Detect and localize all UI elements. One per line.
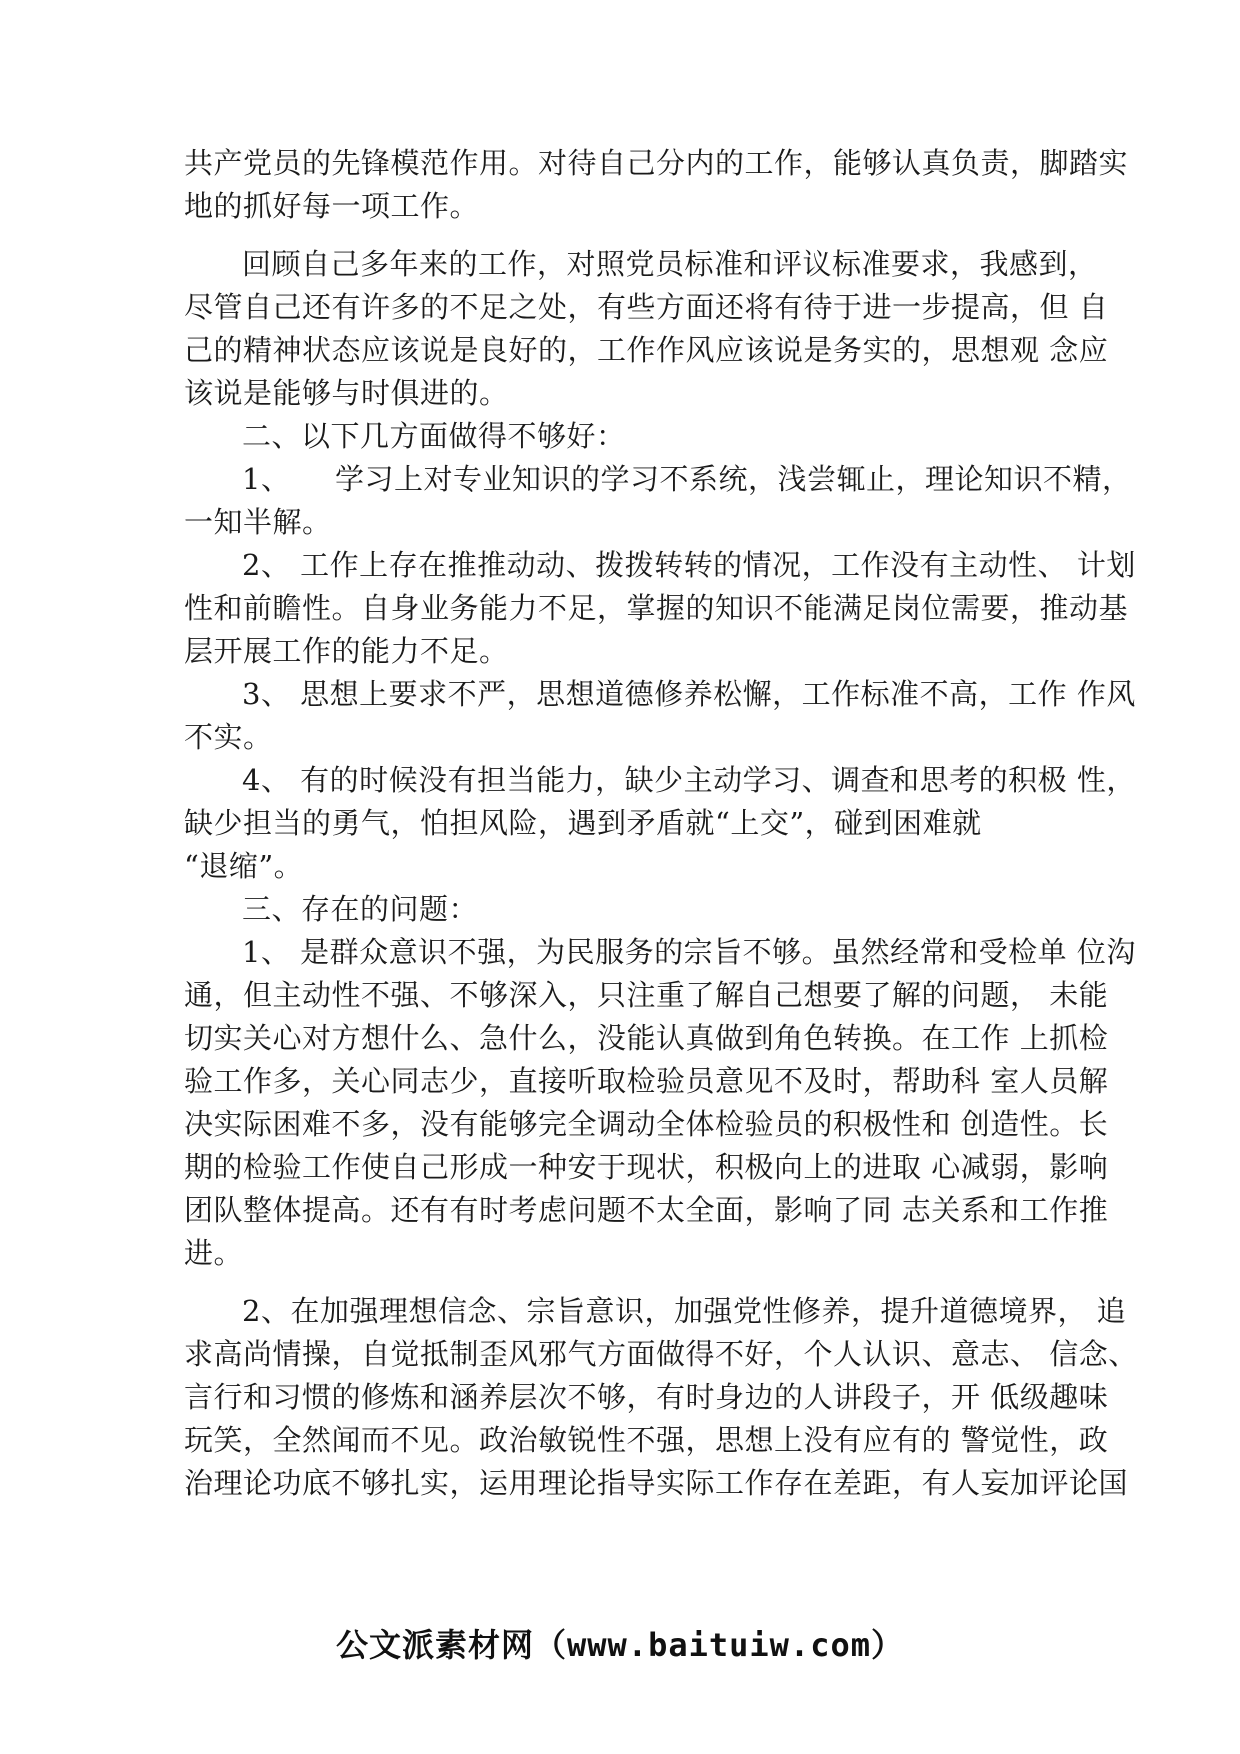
text-line: 2、在加强理想信念、宗旨意识，加强党性修养，提升道德境界， 追	[242, 1294, 1127, 1328]
text-line: 团队整体提高。还有有时考虑问题不太全面，影响了同 志关系和工作推	[184, 1193, 1109, 1227]
text-line: 二、以下几方面做得不够好：	[242, 419, 626, 453]
text-line: 回顾自己多年来的工作，对照党员标准和评议标准要求，我感到，	[242, 247, 1098, 281]
text-line: 己的精神状态应该说是良好的，工作作风应该说是务实的，思想观 念应	[184, 333, 1109, 367]
text-line: 期的检验工作使自己形成一种安于现状，积极向上的进取 心减弱，影响	[184, 1150, 1109, 1184]
text-line: 言行和习惯的修炼和涵养层次不够，有时身边的人讲段子，开 低级趣味	[184, 1380, 1109, 1414]
text-line: 尽管自己还有许多的不足之处，有些方面还将有待于进一步提高，但 自	[184, 290, 1109, 324]
text-line: 通，但主动性不强、不够深入，只注重了解自己想要了解的问题， 未能	[184, 978, 1109, 1012]
document-body	[184, 142, 1138, 1505]
text-line: 该说是能够与时俱进的。	[184, 376, 509, 410]
text-line: 1、 学习上对专业知识的学习不系统，浅尝辄止，理论知识不精，	[242, 462, 1132, 496]
text-line: 玩笑，全然闻而不见。政治敏锐性不强，思想上没有应有的 警觉性，政	[184, 1423, 1109, 1457]
text-line: 三、存在的问题：	[242, 892, 479, 926]
text-line: 治理论功底不够扎实，运用理论指导实际工作存在差距，有人妄加评论国	[184, 1466, 1129, 1500]
text-line: 切实关心对方想什么、急什么，没能认真做到角色转换。在工作 上抓检	[184, 1021, 1109, 1055]
text-line: 地的抓好每一项工作。	[184, 189, 480, 223]
text-line: 3、 思想上要求不严，思想道德修养松懈，工作标准不高，工作 作风	[242, 677, 1136, 711]
text-line: 4、 有的时候没有担当能力，缺少主动学习、调查和思考的积极 性，	[242, 763, 1136, 797]
text-line: 共产党员的先锋模范作用。对待自己分内的工作，能够认真负责，脚踏实	[184, 146, 1129, 180]
text-line: 缺少担当的勇气，怕担风险，遇到矛盾就“上交”，碰到困难就	[184, 806, 982, 840]
text-line: 验工作多，关心同志少，直接听取检验员意见不及时，帮助科 室人员解	[184, 1064, 1109, 1098]
text-line: 一知半解。	[184, 505, 332, 539]
text-line: 1、 是群众意识不强，为民服务的宗旨不够。虽然经常和受检单 位沟	[242, 935, 1136, 969]
text-line: 层开展工作的能力不足。	[184, 634, 509, 668]
text-line: “退缩”。	[184, 849, 304, 883]
text-line: 进。	[184, 1236, 244, 1270]
footer-watermark: 公文派素材网（www.baituiw.com）	[336, 1626, 904, 1664]
text-line: 求高尚情操，自觉抵制歪风邪气方面做得不好，个人认识、意志、 信念、	[184, 1337, 1138, 1371]
text-line: 性和前瞻性。自身业务能力不足，掌握的知识不能满足岗位需要，推动基	[184, 591, 1129, 625]
text-line: 决实际困难不多，没有能够完全调动全体检验员的积极性和 创造性。长	[184, 1107, 1109, 1141]
text-line: 不实。	[184, 720, 273, 754]
text-line: 2、 工作上存在推推动动、拨拨转转的情况，工作没有主动性、 计划	[242, 548, 1136, 582]
